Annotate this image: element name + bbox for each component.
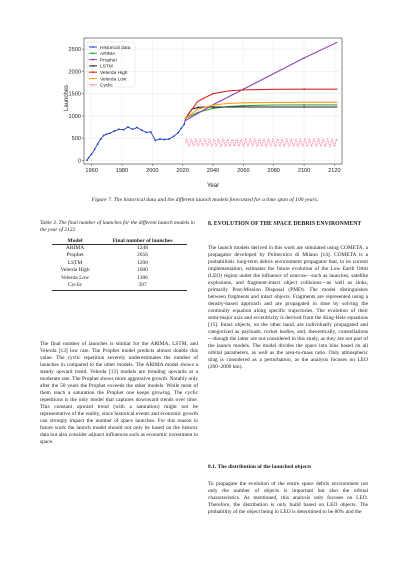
y-tick-label: 2500 (68, 47, 81, 54)
legend-entry: Cyclic (100, 83, 113, 89)
table-cell-value: 1200 (137, 259, 149, 266)
data-point (136, 127, 138, 129)
data-point (242, 102, 244, 104)
series-line (87, 118, 186, 160)
data-point (88, 157, 90, 159)
table-cell-value: 1248 (137, 245, 149, 251)
data-point (106, 133, 108, 135)
x-tick-label: 2000 (146, 168, 159, 174)
legend-marker (92, 84, 94, 86)
legend-entry: Historical data (100, 45, 131, 51)
data-point (91, 153, 93, 155)
y-tick-label: 0 (77, 158, 81, 165)
data-point (303, 57, 305, 59)
data-point (150, 131, 152, 133)
table-cell-model: ARIMA (65, 245, 85, 251)
table-row (52, 252, 187, 259)
data-point (109, 132, 111, 134)
table-cell-model: Velerda High (60, 267, 90, 274)
table-row (52, 245, 187, 253)
data-point (100, 138, 102, 140)
launch-forecast-chart (0, 0, 400, 190)
table-cell-value: 1600 (137, 267, 149, 274)
left-column-text (40, 341, 198, 450)
data-point (145, 131, 147, 133)
x-tick-label: 2120 (328, 168, 341, 174)
data-point (185, 119, 187, 121)
x-tick-label: 2020 (176, 168, 189, 174)
table-header-launches: Final number of launches (98, 237, 187, 245)
table-cell-model: LSTM (67, 259, 83, 266)
data-point (303, 104, 305, 106)
y-axis-label: Launches (64, 84, 70, 112)
table-cell-model: Velerda Low (60, 274, 90, 281)
distribution-text (208, 481, 368, 520)
x-tick-label: 2040 (206, 168, 220, 174)
table-cell-value: 397 (98, 282, 187, 290)
data-point (197, 107, 199, 109)
data-point (118, 128, 120, 130)
discussion-paragraph: The final number of launches is similar for the ARIMA, LSTM, and Velerda [13] low rate. The Prophet model predicts almost double this value. The cyclic repetition severely underestimates the number of launches in compared to the other models. The ARIMA model shows a steady upward trend, Velerda [13] models are trending upwards at a moderate rate. The Prophet shows more aggressive growth. Notably only after the 50 years the Prophet exceeds the other models. While most of them reach a saturation the Prophet one keeps growing. The cyclic repetitions is the only model that captures downward trends over time. This constant upward trend (with a saturation) might not be representative of the reality, since historical events and economic growth can strongly impact the number of space launches. For this reason in future work the launch model should not only be based on the historic data but also consider adjunct influences such as economic investment in space. (40, 341, 198, 446)
data-point (185, 117, 187, 119)
series-line (186, 42, 338, 120)
legend-marker (92, 52, 94, 54)
subsection-heading: 8.1. The distribution of the launched objects (208, 464, 312, 470)
table-row (52, 260, 187, 267)
data-point (183, 123, 185, 125)
x-tick-label: 1960 (85, 168, 98, 174)
data-point (303, 101, 305, 103)
table-row (52, 267, 187, 274)
series-layer (86, 42, 337, 161)
legend-entry: Prophet (100, 58, 117, 64)
x-tick-label: 1980 (115, 168, 129, 174)
data-point (177, 132, 179, 134)
distribution-paragraph: To propagate the evolution of the entire space debris environment not only the number of objects is important but also the orbital characteristics. As mentioned, this analysis only focuses on LEO. Therefore, the distribution is only build based on LEO objects. The probability of the object being in LEO is determined to be 80% and the (208, 481, 368, 516)
table-cell-value: 1306 (137, 274, 149, 281)
data-point (168, 138, 170, 140)
table-header-row (52, 237, 187, 245)
section-heading: 8. EVOLUTION OF THE SPACE DEBRIS ENVIRONMENT (208, 221, 362, 227)
data-point (154, 140, 156, 142)
data-point (103, 135, 105, 137)
data-point (303, 88, 305, 90)
legend-entry: ARIMA (100, 52, 116, 58)
data-point (242, 105, 244, 107)
y-tick-label: 500 (71, 136, 81, 143)
legend-marker (92, 71, 94, 73)
legend-entry: LSTM (100, 64, 113, 70)
data-point (164, 139, 166, 141)
x-axis-label: Year (206, 183, 220, 189)
data-point (212, 104, 214, 106)
table-row (52, 275, 187, 282)
results-table (52, 237, 187, 291)
cometa-paragraph: The launch models derived in this work are simulated using COMETA, a propagator developed by Politecnico di Milano [14]. COMETA is a probabilistic long-term debris environment propagator that, in its current implementation, estimates the future evolution of the Low Earth Orbit (LEO) region under the influence of sources—such as launches, satellite explosions, and fragment-intact object collisions—as well as sinks, primarily Post-Mission Disposal (PMD). The model distinguishes between fragments and intact objects. Fragments are represented using a density-based approach and are propagated in time by solving the continuity equation along specific trajectories. The evolution of their semi-major axis and eccentricity is derived from the King-Hele equations [15]. Intact objects, on the other hand, are individually propagated and categorized as payloads, rocket bodies, and, theoretically, constellations—though the latter are not considered in this study, as they are not part of the launch models. The model divides the space into bins based on all orbital parameters, as well as the area-to-mass ratio. Only atmospheric drag is considered as a perturbation, as the analysis focuses on LEO (200–2000 km). (208, 245, 368, 371)
data-point (212, 93, 214, 95)
data-point (242, 89, 244, 91)
legend-entry: Velerda High (100, 71, 128, 76)
data-point (132, 128, 134, 130)
legend-marker (92, 46, 94, 48)
legend-marker (92, 65, 94, 67)
data-point (113, 130, 115, 132)
data-point (127, 126, 129, 128)
data-point (159, 138, 161, 140)
data-point (212, 106, 214, 108)
table-cell-model: Prophet (66, 252, 84, 259)
right-column-text (208, 245, 368, 375)
table-cell-value: 2656 (137, 252, 149, 259)
y-tick-label: 1000 (68, 113, 81, 120)
x-tick-label: 2100 (297, 168, 311, 174)
table-cell-model: Cyclic (52, 282, 98, 290)
legend-marker (92, 78, 94, 80)
data-point (123, 129, 125, 131)
series-line (186, 139, 338, 147)
y-tick-label: 2000 (68, 69, 81, 76)
table-row (52, 282, 187, 290)
legend-entry: Velerda Low (100, 77, 127, 83)
data-point (141, 129, 143, 131)
x-tick-label: 2080 (267, 168, 280, 174)
y-tick-label: 1500 (68, 91, 81, 98)
x-tick-label: 2060 (237, 168, 250, 174)
data-point (173, 135, 175, 137)
table-header-model: Model (52, 237, 98, 245)
data-point (86, 159, 88, 161)
data-point (303, 106, 305, 108)
data-point (97, 143, 99, 145)
legend-marker (92, 59, 94, 61)
series-line (186, 107, 338, 118)
figure-caption: Figure 7. The historical data and the different launch models forecasted for a time span of 100 years. (91, 197, 319, 203)
data-point (180, 127, 182, 129)
table-caption: Table 3. The final number of launches for the different launch models in the year of 2122 (40, 220, 195, 233)
data-point (94, 148, 96, 150)
